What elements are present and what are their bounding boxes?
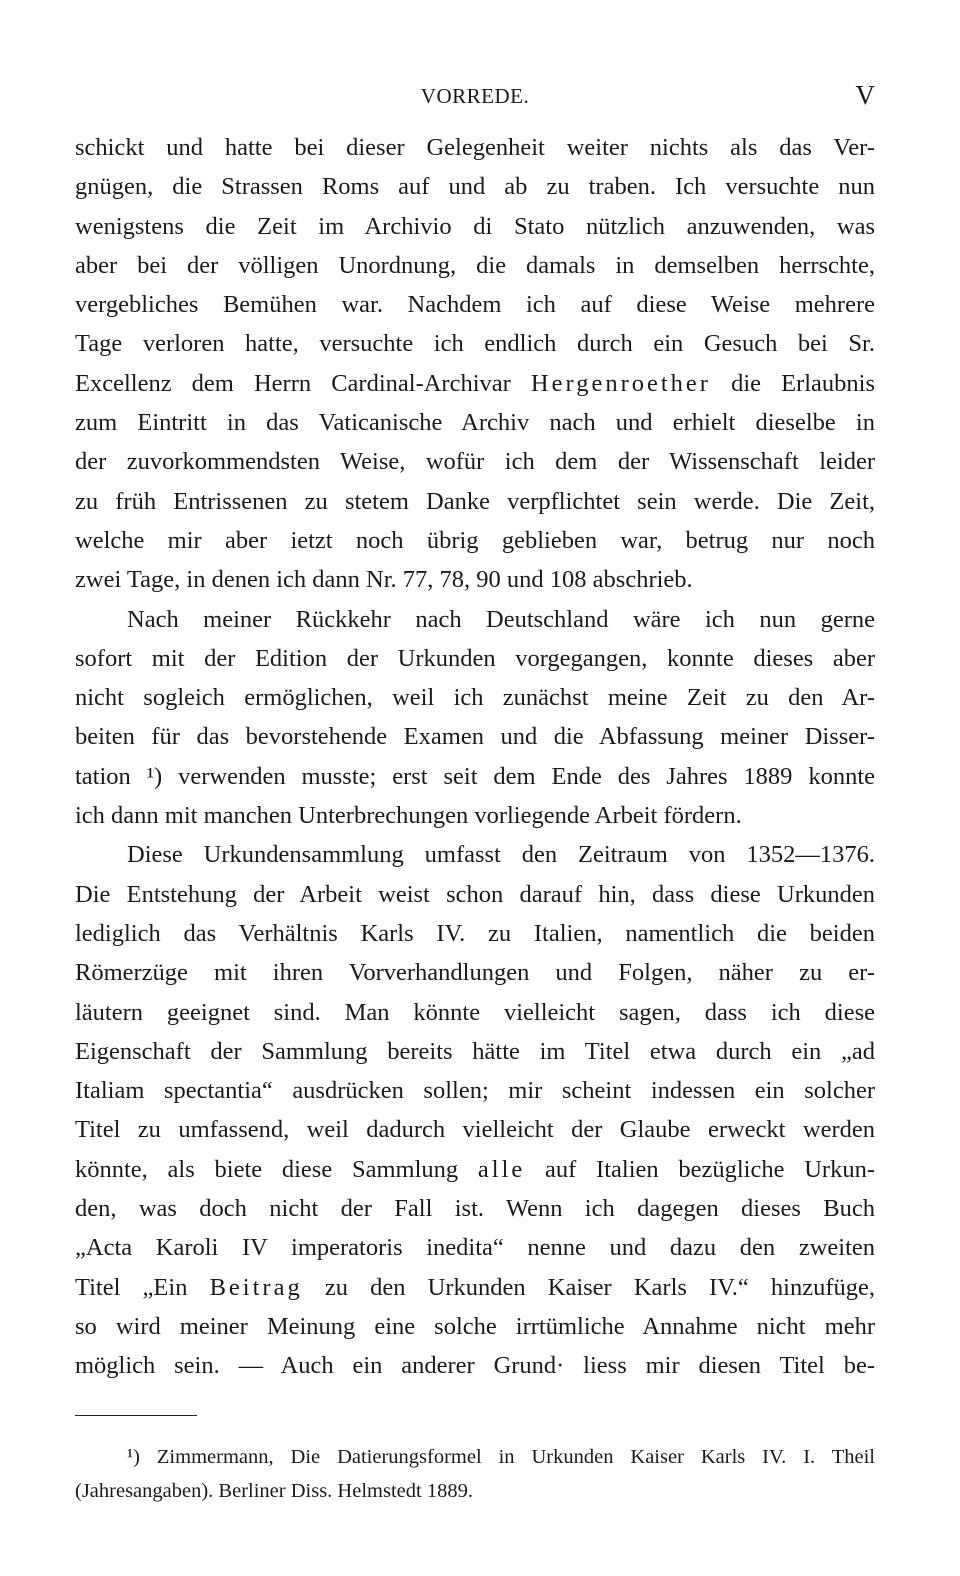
body-text	[75, 128, 875, 1386]
text-line: „Acta Karoli IV imperatoris inedita“ nenne und dazu den zweiten	[75, 1234, 875, 1262]
text-segment: auf Italien bezügliche Urkun-	[525, 1155, 875, 1183]
spaced-name: Hergenroether	[530, 369, 711, 397]
footnote-rule	[75, 1415, 197, 1416]
text-line: Eigenschaft der Sammlung bereits hätte im Titel etwa durch ein „ad	[75, 1037, 875, 1065]
text-line: welche mir aber ietzt noch übrig geblieben war, betrug nur noch	[75, 526, 875, 554]
text-line: lediglich das Verhältnis Karls IV. zu Italien, namentlich die beiden	[75, 919, 875, 947]
text-segment: Titel „Ein	[75, 1273, 210, 1301]
spaced-word: Beitrag	[209, 1273, 303, 1301]
text-line: ich dann mit manchen Unterbrechungen vorliegende Arbeit fördern.	[75, 802, 742, 830]
text-segment: zu den Urkunden Kaiser Karls IV.“ hinzufüge,	[302, 1273, 876, 1301]
text-line	[75, 1150, 875, 1189]
text-line: so wird meiner Meinung eine solche irrtümliche Annahme nicht mehr	[75, 1312, 875, 1340]
text-line: Titel zu umfassend, weil dadurch vielleicht der Glaube erweckt werden	[75, 1116, 875, 1144]
text-line: den, was doch nicht der Fall ist. Wenn ich dagegen dieses Buch	[75, 1195, 875, 1223]
text-line: Römerzüge mit ihren Vorverhandlungen und Folgen, näher zu er-	[75, 959, 875, 987]
text-line	[75, 1268, 875, 1307]
page-number: V	[855, 80, 875, 110]
text-line: zum Eintritt in das Vaticanische Archiv nach und erhielt dieselbe in	[75, 409, 875, 437]
text-line: zwei Tage, in denen ich dann Nr. 77, 78, 90 und 108 abschrieb.	[75, 566, 693, 594]
text-line: Tage verloren hatte, versuchte ich endlich durch ein Gesuch bei Sr.	[75, 330, 875, 358]
text-line: gnügen, die Strassen Roms auf und ab zu traben. Ich versuchte nun	[75, 173, 875, 201]
text-line: Nach meiner Rückkehr nach Deutschland wäre ich nun gerne	[127, 605, 875, 633]
text-line: Italiam spectantia“ ausdrücken sollen; mir scheint indessen ein solcher	[75, 1077, 875, 1105]
text-line: sofort mit der Edition der Urkunden vorgegangen, konnte dieses aber	[75, 644, 875, 672]
spaced-word: alle	[477, 1155, 526, 1183]
text-line: schickt und hatte bei dieser Gelegenheit weiter nichts als das Ver-	[75, 134, 875, 161]
text-line: der zuvorkommendsten Weise, wofür ich dem der Wissenschaft leider	[75, 448, 875, 476]
text-line: Diese Urkundensammlung umfasst den Zeitraum von 1352—1376.	[127, 841, 875, 869]
footnote-line: (Jahresangaben). Berliner Diss. Helmstedt 1889.	[75, 1480, 473, 1502]
text-segment: Excellenz dem Herrn Cardinal-Archivar	[75, 369, 531, 397]
footnotes	[75, 1440, 875, 1508]
text-line: läutern geeignet sind. Man könnte vielleicht sagen, dass ich diese	[75, 998, 875, 1026]
text-line	[75, 364, 875, 403]
text-segment: könnte, als biete diese Sammlung	[75, 1155, 478, 1183]
text-line: möglich sein. — Auch ein anderer Grund· liess mir diesen Titel be-	[75, 1352, 875, 1380]
text-line: beiten für das bevorstehende Examen und die Abfassung meiner Disser-	[75, 723, 875, 751]
text-line: vergebliches Bemühen war. Nachdem ich auf diese Weise mehrere	[75, 291, 875, 319]
text-line: nicht sogleich ermöglichen, weil ich zunächst meine Zeit zu den Ar-	[75, 684, 875, 712]
text-line: zu früh Entrissenen zu stetem Danke verpflichtet sein werde. Die Zeit,	[75, 487, 875, 515]
running-head	[75, 80, 875, 112]
footnote-line: ¹) Zimmermann, Die Datierungsformel in Urkunden Kaiser Karls IV. I. Theil	[127, 1446, 875, 1468]
running-title: VORREDE.	[420, 84, 530, 108]
text-line: wenigstens die Zeit im Archivio di Stato nützlich anzuwenden, was	[75, 212, 875, 240]
text-segment: die Erlaubnis	[710, 369, 875, 397]
text-line: Die Entstehung der Arbeit weist schon darauf hin, dass diese Urkunden	[75, 880, 875, 908]
text-line: aber bei der völligen Unordnung, die damals in demselben herrschte,	[75, 251, 875, 279]
text-line: tation ¹) verwenden musste; erst seit dem Ende des Jahres 1889 konnte	[75, 762, 875, 790]
